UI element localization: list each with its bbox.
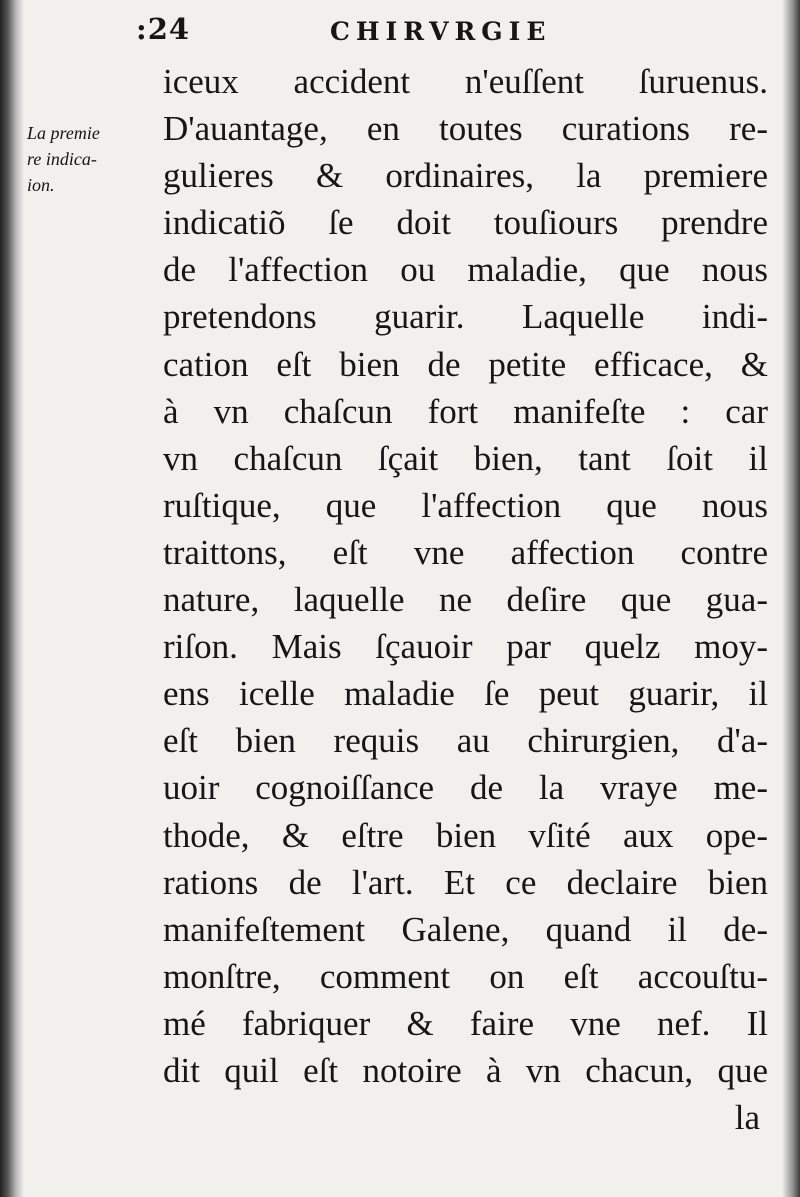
text-line: eſt bien requis au chirurgien, d'a- bbox=[163, 721, 768, 761]
text-line: pretendons guarir. Laquelle indi- bbox=[163, 297, 768, 337]
text-line: vn chaſcun ſçait bien, tant ſoit il bbox=[163, 438, 768, 478]
text-line: thode, & eſtre bien vſité aux ope- bbox=[163, 815, 768, 855]
text-line: de l'affection ou maladie, que nous bbox=[163, 250, 768, 290]
page-number: :24 bbox=[136, 12, 191, 46]
text-line: cation eſt bien de petite efficace, & bbox=[163, 344, 768, 384]
text-line: à vn chaſcun fort manifeſte : car bbox=[163, 391, 768, 431]
body-text bbox=[163, 58, 768, 1141]
text-line: indicatiõ ſe doit touſiours prendre bbox=[163, 203, 768, 243]
margin-note-line: re indica- bbox=[27, 149, 97, 169]
text-line: monſtre, comment on eſt accouſtu- bbox=[163, 956, 768, 996]
text-line: rations de l'art. Et ce declaire bien bbox=[163, 862, 768, 902]
text-line: manifeſtement Galene, quand il de- bbox=[163, 909, 768, 949]
text-line: uoir cognoiſſance de la vraye me- bbox=[163, 768, 768, 808]
catchword: la bbox=[734, 1098, 760, 1138]
text-line: gulieres & ordinaires, la premiere bbox=[163, 156, 768, 196]
text-line: traittons, eſt vne affection contre bbox=[163, 532, 768, 572]
text-line: ruſtique, que l'affection que nous bbox=[163, 485, 768, 525]
text-line: riſon. Mais ſçauoir par quelz moy- bbox=[163, 627, 768, 667]
text-line: D'auantage, en toutes curations re- bbox=[163, 109, 768, 149]
text-line: mé fabriquer & faire vne nef. Il bbox=[163, 1003, 768, 1043]
margin-note-line: La premie bbox=[27, 123, 100, 143]
text-line: ens icelle maladie ſe peut guarir, il bbox=[163, 674, 768, 714]
page-edge-shadow bbox=[782, 0, 800, 1197]
running-head: CHIRVRGIE bbox=[330, 17, 552, 46]
binding-shadow bbox=[0, 0, 24, 1197]
text-line: iceux accident n'euſſent ſuruenus. bbox=[163, 62, 768, 101]
text-line: nature, laquelle ne deſire que gua- bbox=[163, 580, 768, 620]
margin-note bbox=[27, 120, 157, 198]
text-line: dit quil eſt notoire à vn chacun, que bbox=[163, 1050, 768, 1090]
margin-note-line: ion. bbox=[27, 175, 55, 195]
